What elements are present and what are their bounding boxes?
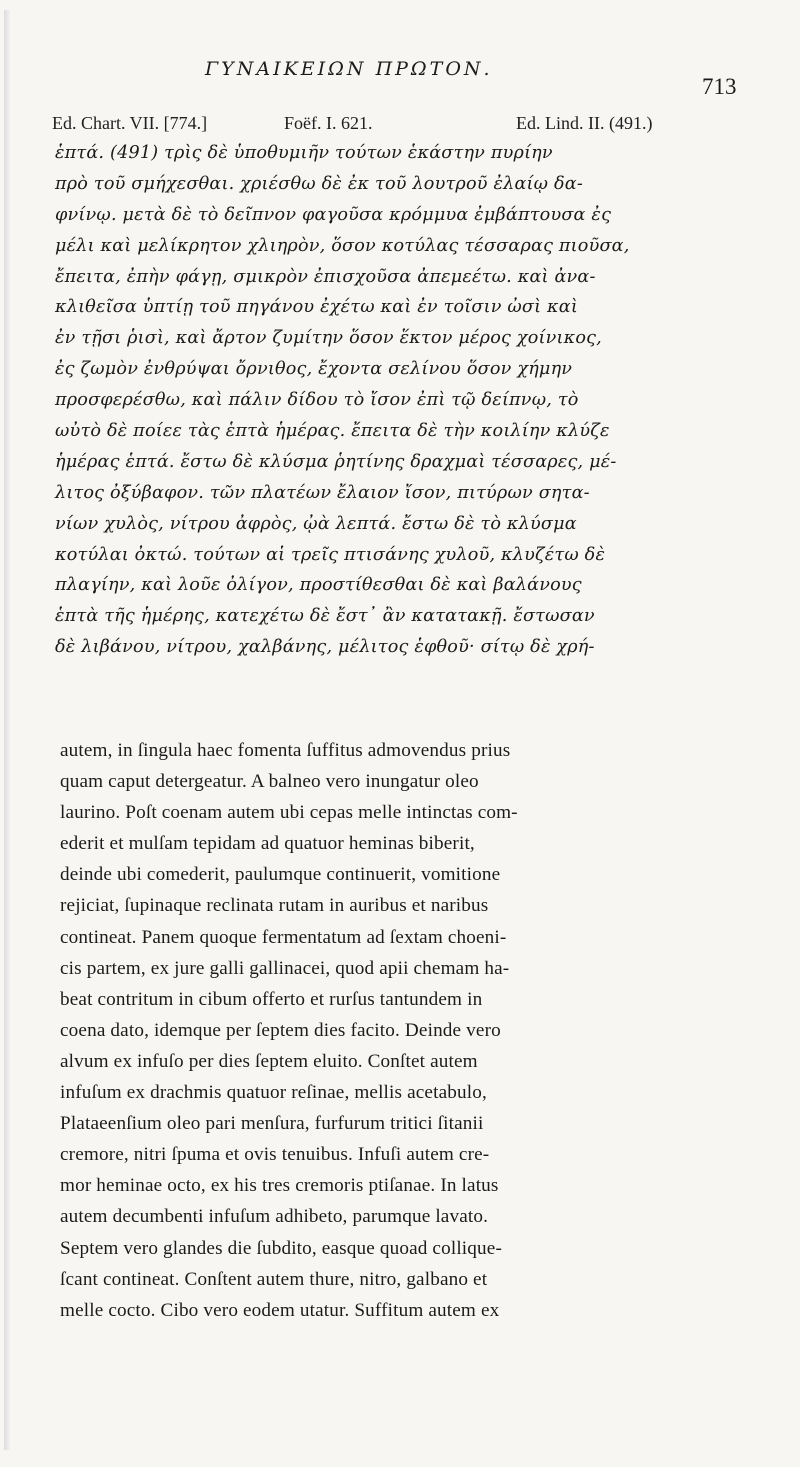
latin-line: Septem vero glandes die ſubdito, easque quoad collique-: [60, 1237, 502, 1259]
greek-line: δὲ λιβάνου, νίτρου, χαλβάνης, μέλιτος ἑφθοῦ· σίτῳ δὲ χρή-: [55, 637, 595, 658]
greek-line: ἐν τῇσι ῥισὶ, καὶ ἄρτον ζυμίτην ὅσον ἕκτον μέρος χοίνικος,: [55, 328, 602, 349]
latin-line: coena dato, idemque per ſeptem dies facito. Deinde vero: [60, 1019, 501, 1041]
greek-line: ἡμέρας ἑπτά. ἔστω δὲ κλύσμα ῥητίνης δραχμαὶ τέσσαρες, μέ-: [55, 451, 617, 472]
greek-line: λιτος ὀξύβαφον. τῶν πλατέων ἔλαιον ἴσον, πιτύρων σητα-: [55, 482, 590, 503]
latin-line: autem decumbenti infuſum adhibeto, parumque lavato.: [60, 1206, 489, 1228]
running-title: ΓΥΝΑΙΚΕΙΩΝ ΠΡΩΤΟΝ.: [205, 58, 493, 80]
greek-line: μέλι καὶ μελίκρητον χλιηρὸν, ὅσον κοτύλας τέσσαρας πιοῦσα,: [55, 235, 630, 256]
latin-line: quam caput detergeatur. A balneo vero inungatur oleo: [60, 771, 479, 793]
latin-line: rejiciat, ſupinaque reclinata rutam in auribus et naribus: [60, 895, 489, 917]
edition-foesius: Foëf. I. 621.: [284, 113, 373, 133]
latin-line: melle cocto. Cibo vero eodem utatur. Suffitum autem ex: [60, 1299, 500, 1321]
latin-line: contineat. Panem quoque fermentatum ad ſextam choeni-: [60, 926, 507, 948]
latin-line: cis partem, ex jure galli gallinacei, quod apii chemam ha-: [60, 957, 510, 979]
page-edge-shadow: [4, 10, 10, 1450]
greek-text-block: [55, 138, 788, 663]
greek-line: πρὸ τοῦ σμήχεσθαι. χριέσθω δὲ ἐκ τοῦ λουτροῦ ἐλαίῳ δα-: [55, 173, 583, 194]
greek-line: ἔπειτα, ἐπὴν φάγῃ, σμικρὸν ἐπισχοῦσα ἀπεμεέτω. καὶ ἀνα-: [55, 266, 596, 287]
greek-line: κοτύλαι ὀκτώ. τούτων αἱ τρεῖς πτισάνης χυλοῦ, κλυζέτω δὲ: [55, 544, 606, 565]
latin-line: ſcant contineat. Conſtent autem thure, nitro, galbano et: [60, 1268, 488, 1290]
latin-line: beat contritum in cibum offerto et rurſus tantundem in: [60, 988, 483, 1010]
greek-line: φνίνῳ. μετὰ δὲ τὸ δεῖπνον φαγοῦσα κρόμμυα ἐμβάπτουσα ἐς: [55, 204, 612, 225]
greek-line: πλαγίην, καὶ λοῦε ὀλίγον, προστίθεσθαι δὲ καὶ βαλάνους: [55, 575, 582, 596]
greek-line: ἑπτὰ τῆς ἡμέρης, κατεχέτω δὲ ἔστ᾽ ἂν κατατακῇ. ἔστωσαν: [55, 606, 595, 627]
latin-text-block: [60, 735, 788, 1326]
greek-line: νίων χυλὸς, νίτρου ἀφρὸς, ᾠὰ λεπτά. ἔστω δὲ τὸ κλύσμα: [55, 513, 577, 534]
latin-line: ederit et mulſam tepidam ad quatuor heminas biberit,: [60, 833, 475, 855]
latin-line: mor heminae octo, ex his tres cremoris ptiſanae. In latus: [60, 1175, 499, 1197]
page-number: 713: [702, 74, 737, 99]
latin-line: cremore, nitri ſpuma et ovis tenuibus. Infuſi autem cre-: [60, 1144, 490, 1166]
latin-line: autem, in ſingula haec fomenta ſuffitus admovendus prius: [60, 740, 511, 761]
greek-line: ἑπτά. (491) τρὶς δὲ ὑποθυμιῆν τούτων ἑκάστην πυρίην: [55, 143, 553, 163]
latin-line: alvum ex infuſo per dies ſeptem eluito. Conſtet autem: [60, 1050, 478, 1072]
edition-chartier: Ed. Chart. VII. [774.]: [52, 113, 208, 133]
latin-line: deinde ubi comederit, paulumque continuerit, vomitione: [60, 864, 501, 886]
latin-line: Plataeenſium oleo pari menſura, furfurum tritici ſitanii: [60, 1113, 484, 1135]
latin-line: laurino. Poſt coenam autem ubi cepas melle intinctas com-: [60, 802, 518, 824]
greek-line: κλιθεῖσα ὑπτίῃ τοῦ πηγάνου ἐχέτω καὶ ἐν τοῖσιν ὠσὶ καὶ: [55, 297, 578, 318]
greek-line: προσφερέσθω, καὶ πάλιν δίδου τὸ ἴσον ἐπὶ τῷ δείπνῳ, τὸ: [55, 390, 579, 411]
greek-line: ωὐτὸ δὲ ποίεε τὰς ἑπτὰ ἡμέρας. ἔπειτα δὲ τὴν κοιλίην κλύζε: [55, 421, 610, 442]
greek-line: ἐς ζωμὸν ἐνθρύψαι ὄρνιθος, ἔχοντα σελίνου ὅσον χήμην: [55, 359, 573, 380]
latin-line: infuſum ex drachmis quatuor reſinae, mellis acetabulo,: [60, 1082, 487, 1104]
edition-linden: Ed. Lind. II. (491.): [516, 113, 653, 133]
